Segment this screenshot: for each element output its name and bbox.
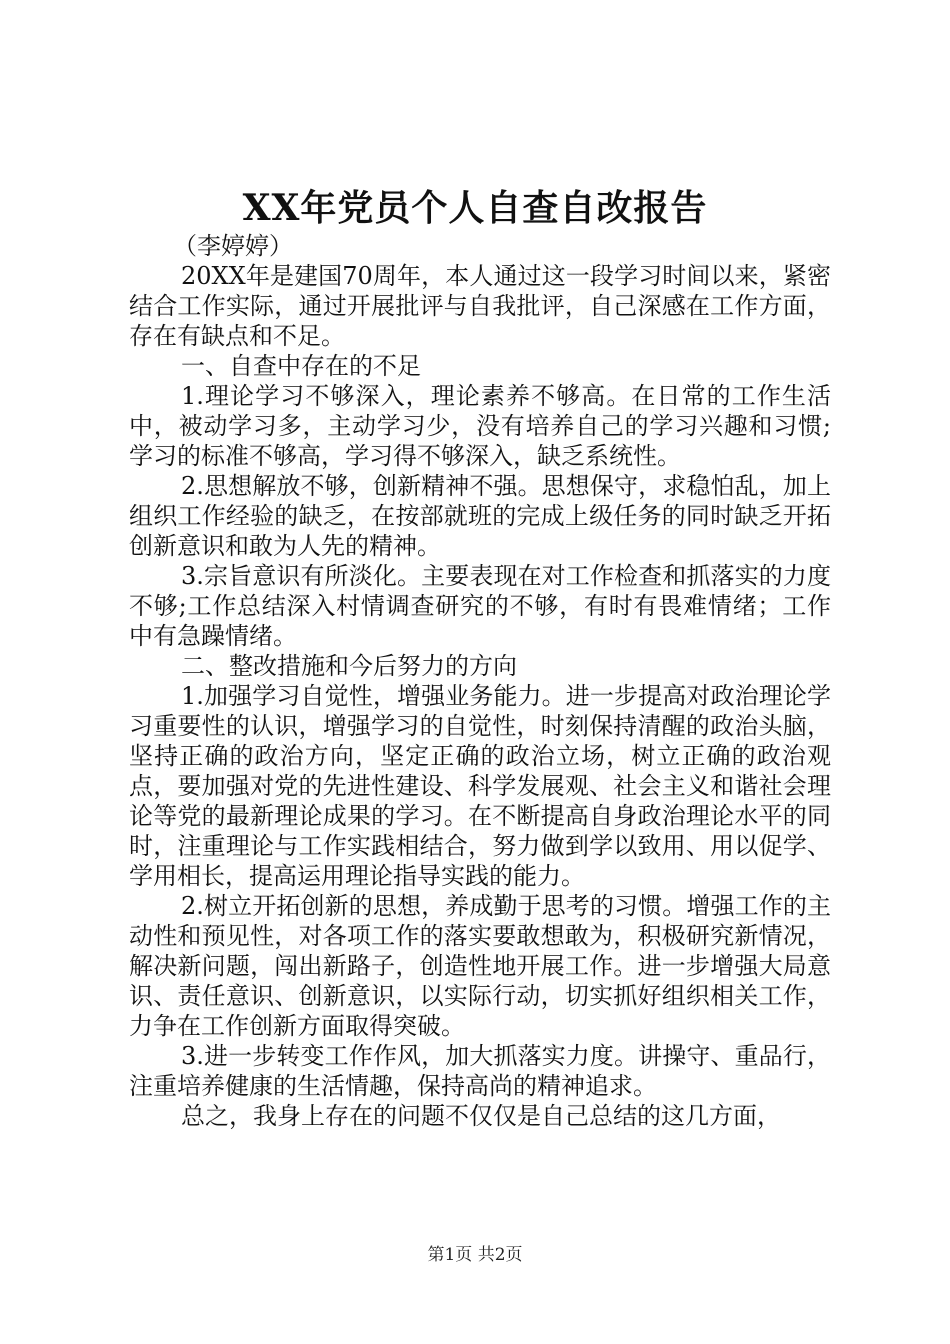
section-heading-2: 二、整改措施和今后努力的方向 bbox=[181, 652, 517, 680]
paragraph-conclusion: 总之，我身上存在的问题不仅仅是自己总结的这几方面， bbox=[181, 1102, 781, 1130]
paragraph-1-2: 2.思想解放不够，创新精神不强。思想保守，求稳怕乱，加上组织工作经验的缺乏，在按部就班的完成上级任务的同时缺乏开拓创新意识和敢为人先的精神。 bbox=[129, 472, 831, 560]
paragraph-2-3: 3.进一步转变工作作风，加大抓落实力度。讲操守、重品行，注重培养健康的生活情趣，保持高尚的精神追求。 bbox=[129, 1042, 831, 1100]
paragraph-2-1: 1.加强学习自觉性，增强业务能力。进一步提高对政治理论学习重要性的认识，增强学习的自觉性，时刻保持清醒的政治头脑，坚持正确的政治方向，坚定正确的政治立场，树立正确的政治观点，要加强对党的先进性建设、科学发展观、社会主义和谐社会理论等党的最新理论成果的学习。在不断提高自身政治理论水平的同时，注重理论与工作实践相结合，努力做到学以致用、用以促学、学用相长，提高运用理论指导实践的能力。 bbox=[129, 682, 831, 890]
paragraph-2-2: 2.树立开拓创新的思想，养成勤于思考的习惯。增强工作的主动性和预见性，对各项工作的落实要敢想敢为，积极研究新情况，解决新问题，闯出新路子，创造性地开展工作。进一步增强大局意识、责任意识、创新意识，以实际行动，切实抓好组织相关工作，力争在工作创新方面取得突破。 bbox=[129, 892, 831, 1040]
page-number-footer: 第1页 共2页 bbox=[427, 1245, 523, 1265]
document-body bbox=[129, 231, 831, 1131]
paragraph-1-1: 1.理论学习不够深入，理论素养不够高。在日常的工作生活中，被动学习多，主动学习少，没有培养自己的学习兴趣和习惯;学习的标准不够高，学习得不够深入，缺乏系统性。 bbox=[129, 382, 831, 470]
paragraph-1-3: 3.宗旨意识有所淡化。主要表现在对工作检查和抓落实的力度不够;工作总结深入村情调查研究的不够，有时有畏难情绪；工作中有急躁情绪。 bbox=[129, 562, 831, 650]
author-line: （李婷婷） bbox=[173, 232, 293, 260]
paragraph-intro: 20XX年是建国70周年，本人通过这一段学习时间以来，紧密结合工作实际，通过开展批评与自我批评，自己深感在工作方面，存在有缺点和不足。 bbox=[129, 262, 831, 350]
section-heading-1: 一、自查中存在的不足 bbox=[181, 352, 421, 380]
document-title: XX年党员个人自查自改报告 bbox=[242, 187, 708, 229]
